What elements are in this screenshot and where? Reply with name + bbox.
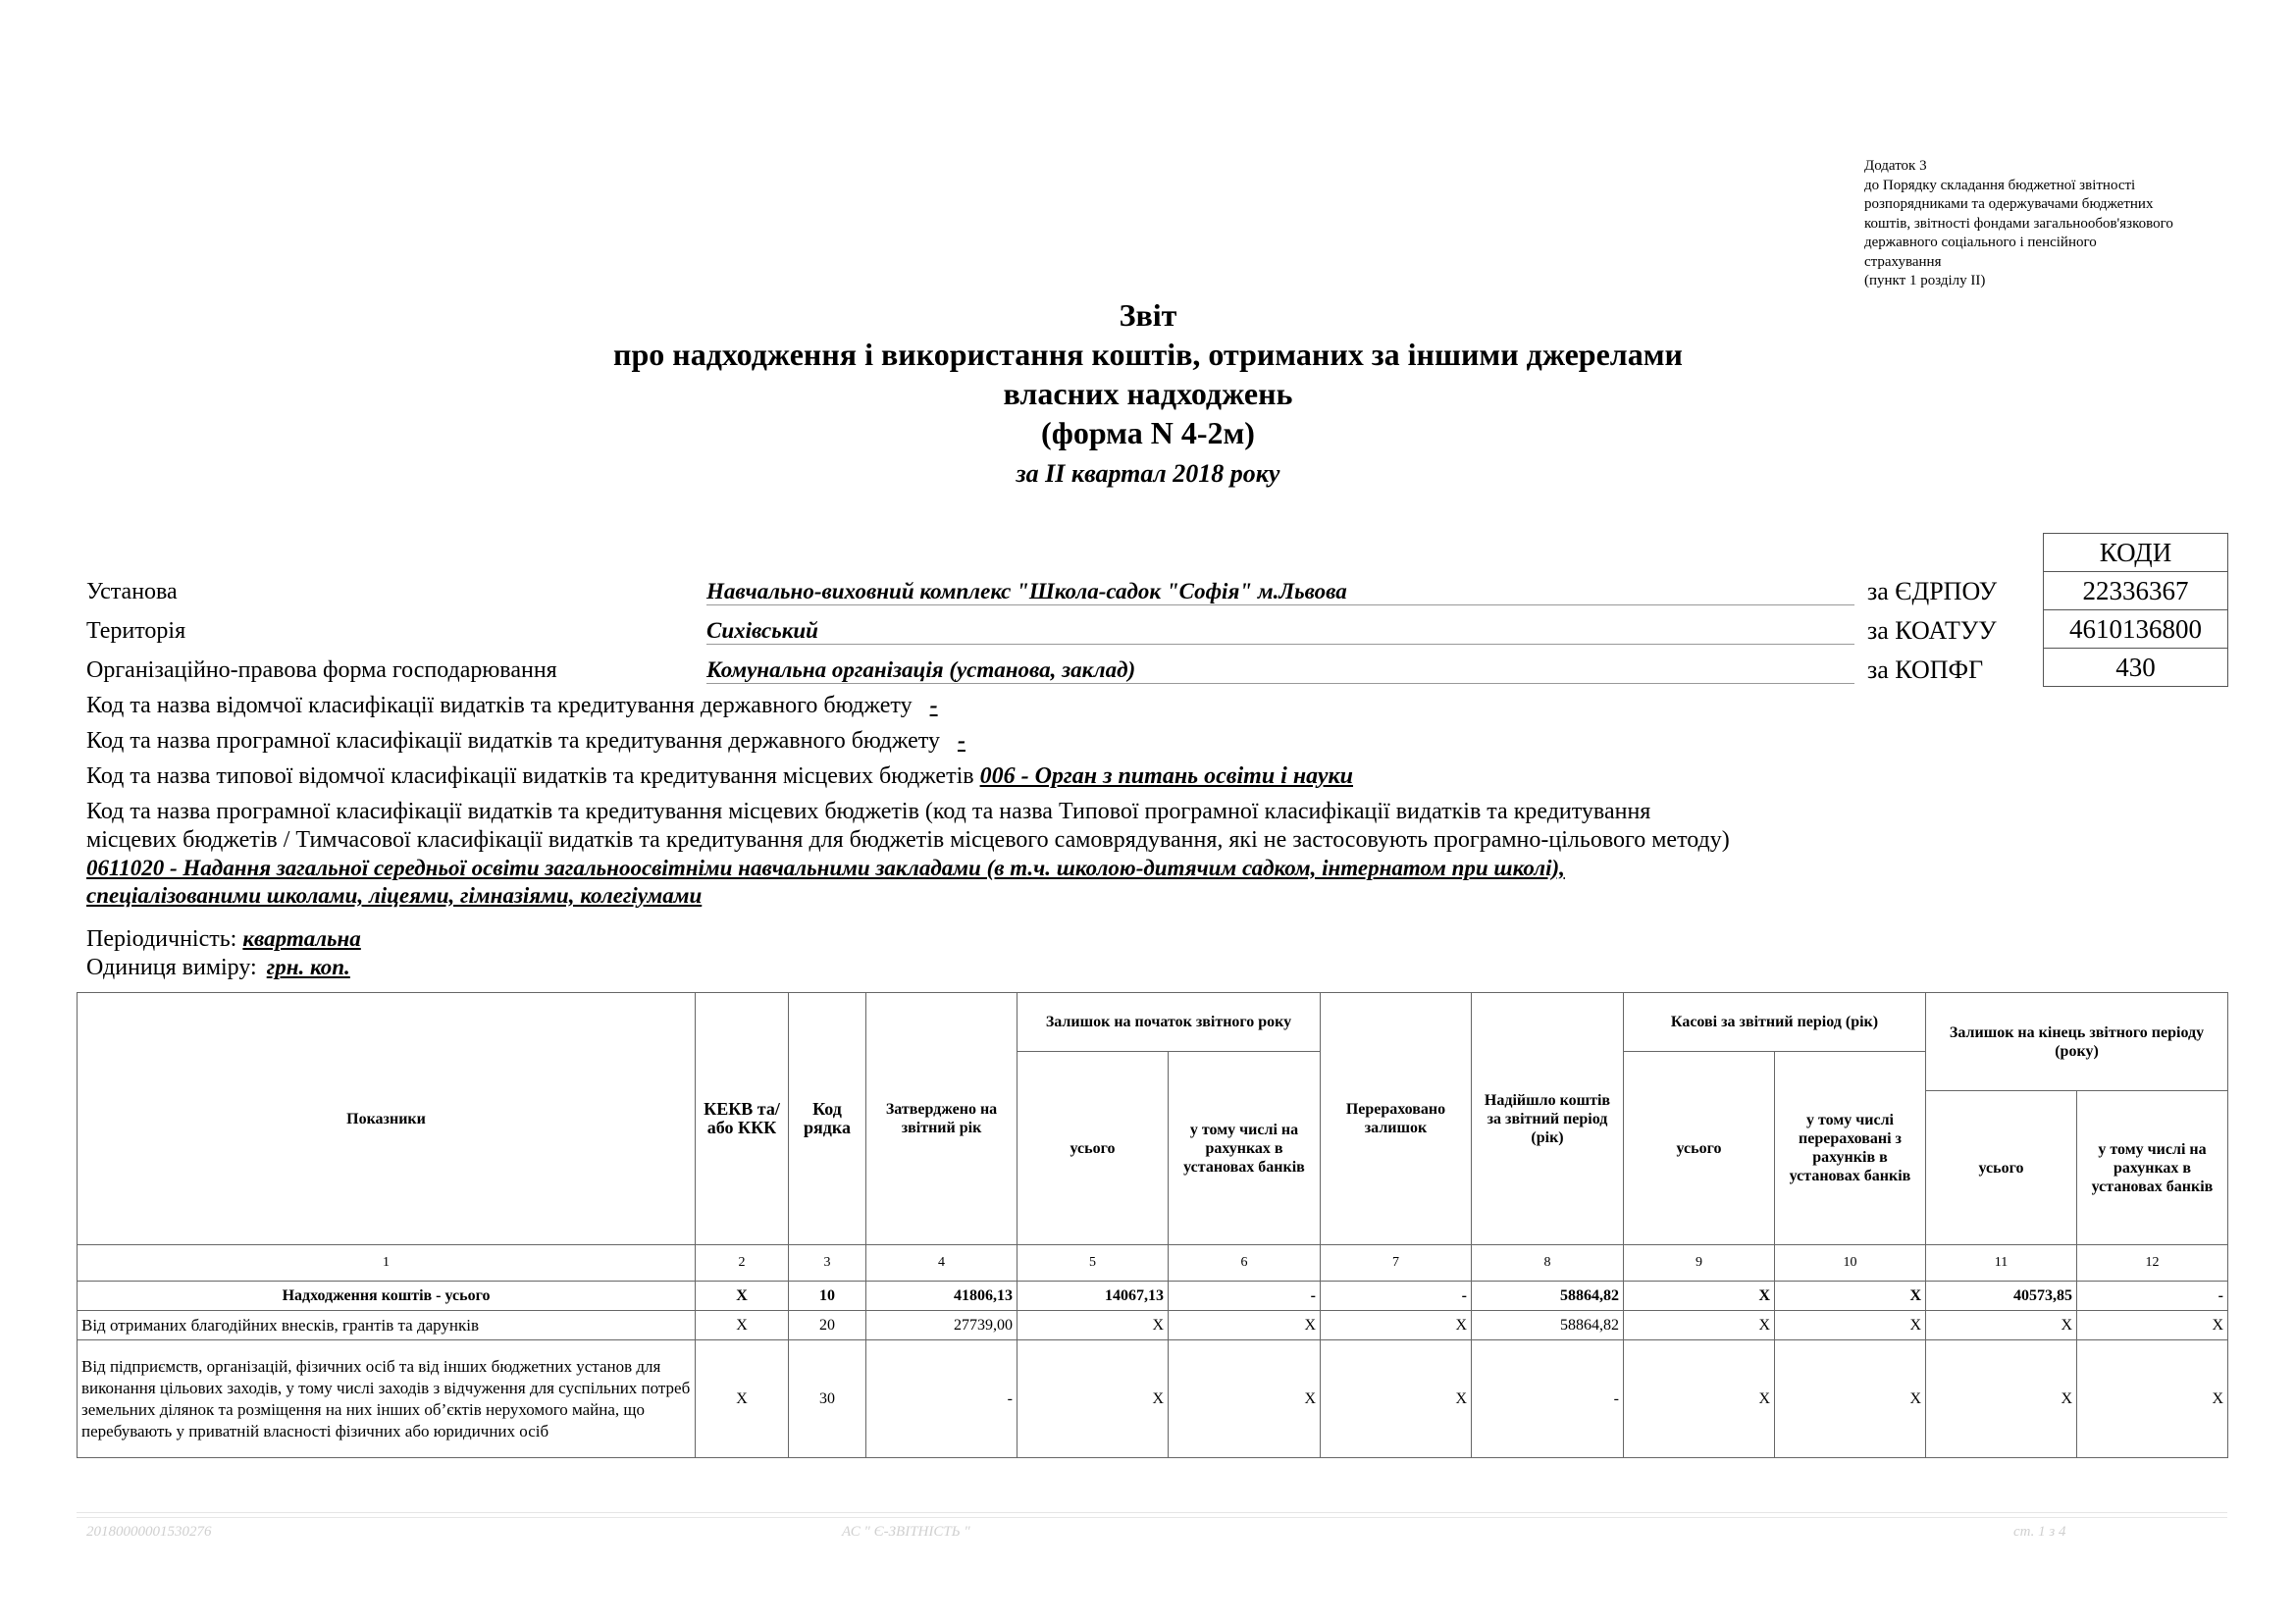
col-number: 12: [2077, 1245, 2228, 1282]
header-cash-transferred: у тому числі перераховані з рахунків в установах банків: [1775, 1052, 1926, 1245]
prog-local-label-line2: місцевих бюджетів / Тимчасової класифікації видатків та кредитування для бюджетів місцевого самоврядування, які не застосовують програмно-цільового методу): [86, 827, 1730, 853]
row-cell: Х: [1624, 1340, 1775, 1458]
row-cell: Х: [1926, 1311, 2077, 1340]
appendix-line: страхування: [1864, 253, 1942, 270]
row-cell: Х: [1018, 1340, 1169, 1458]
appendix-line: (пункт 1 розділу II): [1864, 273, 1986, 288]
prog-local-value-line1: 0611020 - Надання загальної середньої освіти загальноосвітніми навчальними закладами (в т.ч. школою-дитячим садком, інтернатом при школі),: [86, 856, 1565, 880]
row-name: Від отриманих благодійних внесків, грантів та дарунків: [78, 1311, 696, 1340]
footer-system: АС " Є-ЗВІТНІСТЬ ": [842, 1524, 970, 1540]
row-cell: 10: [789, 1282, 866, 1311]
row-cell: Х: [1321, 1311, 1472, 1340]
col-number: 4: [866, 1245, 1018, 1282]
row-cell: Х: [1775, 1282, 1926, 1311]
col-number: 1: [78, 1245, 696, 1282]
col-number: 2: [696, 1245, 789, 1282]
unit-label: Одиниця виміру:: [86, 955, 257, 980]
periodicity-value: квартальна: [242, 926, 361, 951]
row-cell: Х: [696, 1340, 789, 1458]
header-balance-start-total: усього: [1018, 1052, 1169, 1245]
dept-state-value: -: [929, 693, 938, 718]
row-cell: Х: [1775, 1311, 1926, 1340]
row-name: Надходження коштів - усього: [78, 1282, 696, 1311]
footer-divider: [77, 1517, 2227, 1518]
column-numbers-row: [78, 1245, 2228, 1282]
footer-page: ст. 1 з 4: [2013, 1524, 2066, 1540]
header-balance-end-banks: у тому числі на рахунках в установах банків: [2077, 1091, 2228, 1245]
row-cell: Х: [1018, 1311, 1169, 1340]
territory-value: Сихівський: [706, 618, 1854, 645]
col-number: 10: [1775, 1245, 1926, 1282]
header-transferred: Перераховано залишок: [1321, 993, 1472, 1245]
prog-local-value-line2: спеціалізованими школами, ліцеями, гімназіями, колегіумами: [86, 883, 703, 908]
prog-local-label-line1: Код та назва програмної класифікації видатків та кредитування місцевих бюджетів (код та назва Типової програмної класифікації видатків та кредитування: [86, 799, 1651, 824]
footer-divider: [77, 1512, 2227, 1513]
header-balance-end: Залишок на кінець звітного періоду (року): [1926, 993, 2228, 1091]
row-cell: -: [866, 1340, 1018, 1458]
institution-value: Навчально-виховний комплекс "Школа-садок "Софія" м.Львова: [706, 579, 1854, 605]
prog-state-classification: [86, 728, 979, 755]
row-cell: 41806,13: [866, 1282, 1018, 1311]
row-cell: 27739,00: [866, 1311, 1018, 1340]
dept-state-classification: [86, 693, 952, 719]
header-cash-total: усього: [1624, 1052, 1775, 1245]
row-cell: Х: [1624, 1311, 1775, 1340]
header-kekv: КЕКВ та/або ККК: [696, 993, 789, 1245]
footer-doc-id: 20180000001530276: [86, 1524, 212, 1540]
header-approved: Затверджено на звітний рік: [866, 993, 1018, 1245]
col-number: 11: [1926, 1245, 2077, 1282]
appendix-line: Додаток 3: [1864, 158, 1927, 174]
appendix-line: коштів, звітності фондами загальнообов'язкового: [1864, 215, 2173, 232]
unit-value: грн. коп.: [266, 955, 350, 979]
row-cell: 14067,13: [1018, 1282, 1169, 1311]
dept-local-classification: [86, 763, 1353, 790]
header-cash: Касові за звітний період (рік): [1624, 993, 1926, 1052]
report-period: за II квартал 2018 року: [1016, 459, 1280, 488]
col-number: 5: [1018, 1245, 1169, 1282]
unit-of-measure: [86, 955, 354, 981]
kopfg-code: 430: [2044, 649, 2228, 687]
appendix-note: [1864, 157, 2227, 291]
report-form-number: (форма N 4-2м): [1041, 415, 1255, 450]
row-cell: Х: [696, 1282, 789, 1311]
header-balance-start-banks: у тому числі на рахунках в установах банків: [1169, 1052, 1321, 1245]
col-number: 6: [1169, 1245, 1321, 1282]
dept-local-value: 006 - Орган з питань освіти і науки: [979, 763, 1354, 789]
report-title: Звіт: [1119, 297, 1177, 333]
header-balance-start: Залишок на початок звітного року: [1018, 993, 1321, 1052]
row-cell: 30: [789, 1340, 866, 1458]
row-cell: Х: [2077, 1340, 2228, 1458]
row-cell: -: [1321, 1282, 1472, 1311]
prog-state-value: -: [957, 728, 965, 754]
income-table: [77, 992, 2228, 1458]
row-cell: -: [1472, 1340, 1624, 1458]
row-cell: 58864,82: [1472, 1311, 1624, 1340]
row-cell: -: [1169, 1282, 1321, 1311]
report-title-line2: про надходження і використання коштів, отриманих за іншими джерелами: [613, 337, 1683, 372]
col-number: 8: [1472, 1245, 1624, 1282]
header-indicators: Показники: [78, 993, 696, 1245]
table-row: [78, 1311, 2228, 1340]
table-row: [78, 1340, 2228, 1458]
edrpou-label: за ЄДРПОУ: [1867, 577, 1998, 605]
row-cell: Х: [1321, 1340, 1472, 1458]
codes-table: [2043, 533, 2228, 687]
prog-state-label: Код та назва програмної класифікації видатків та кредитування державного бюджету: [86, 728, 940, 754]
row-cell: Х: [2077, 1311, 2228, 1340]
appendix-line: розпорядниками та одержувачами бюджетних: [1864, 196, 2154, 212]
dept-state-label: Код та назва відомчої класифікації видатків та кредитування державного бюджету: [86, 693, 913, 718]
legal-form-label: Організаційно-правова форма господарювання: [86, 657, 557, 683]
appendix-line: до Порядку складання бюджетної звітності: [1864, 177, 2136, 193]
codes-header: КОДИ: [2044, 534, 2228, 572]
edrpou-code: 22336367: [2044, 572, 2228, 610]
col-number: 7: [1321, 1245, 1472, 1282]
header-row-code: Код рядка: [789, 993, 866, 1245]
row-cell: 40573,85: [1926, 1282, 2077, 1311]
appendix-line: державного соціального і пенсійного: [1864, 235, 2097, 250]
row-cell: 20: [789, 1311, 866, 1340]
row-cell: Х: [1169, 1311, 1321, 1340]
territory-label: Територія: [86, 618, 186, 644]
dept-local-label: Код та назва типової відомчої класифікації видатків та кредитування місцевих бюджетів: [86, 763, 974, 789]
row-cell: Х: [1775, 1340, 1926, 1458]
row-cell: Х: [1169, 1340, 1321, 1458]
header-received: Надійшло коштів за звітний період (рік): [1472, 993, 1624, 1245]
institution-label: Установа: [86, 579, 178, 604]
row-name: Від підприємств, організацій, фізичних осіб та від інших бюджетних установ для виконання цільових заходів, у тому числі заходів з відчуження для суспільних потреб земельних ділянок та розміщення на них інших об’єктів нерухомого майна, що перебувають у приватній власності фізичних або юридичних осіб: [78, 1340, 696, 1458]
legal-form-value: Комунальна організація (установа, заклад): [706, 657, 1854, 684]
row-cell: 58864,82: [1472, 1282, 1624, 1311]
table-row: [78, 1282, 2228, 1311]
row-cell: Х: [1624, 1282, 1775, 1311]
periodicity: [86, 926, 369, 953]
col-number: 9: [1624, 1245, 1775, 1282]
row-cell: Х: [1926, 1340, 2077, 1458]
col-number: 3: [789, 1245, 866, 1282]
row-cell: Х: [696, 1311, 789, 1340]
periodicity-label: Періодичність:: [86, 926, 237, 952]
kopfg-label: за КОПФГ: [1867, 655, 1984, 684]
row-cell: -: [2077, 1282, 2228, 1311]
report-title-line3: власних надходжень: [1003, 376, 1293, 411]
koatuu-code: 4610136800: [2044, 610, 2228, 649]
koatuu-label: за КОАТУУ: [1867, 616, 1997, 645]
header-balance-end-total: усього: [1926, 1091, 2077, 1245]
